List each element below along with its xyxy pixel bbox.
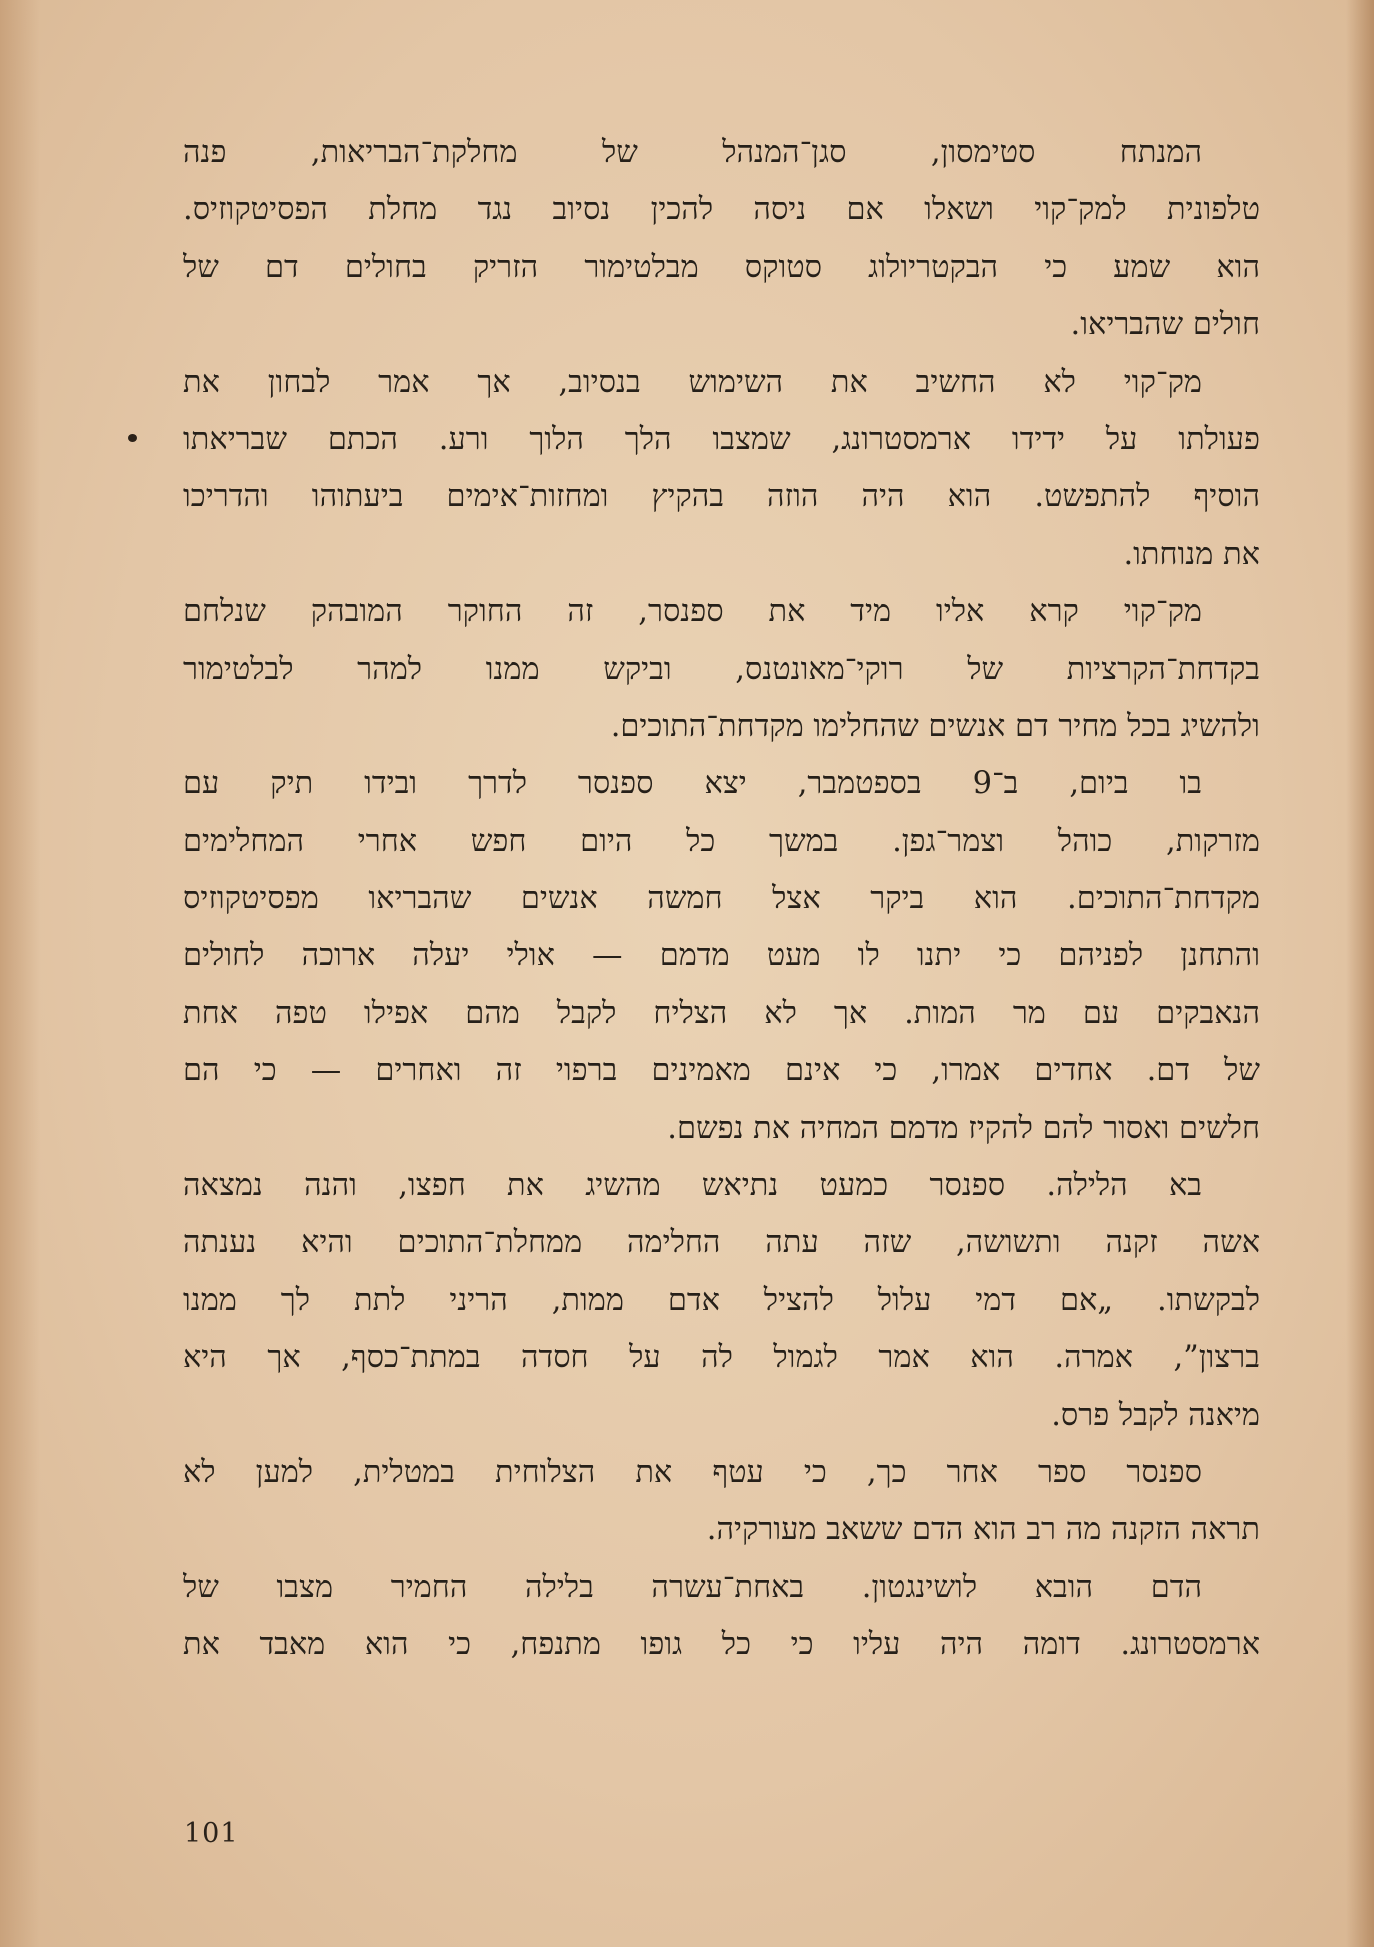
page-edge-shadow xyxy=(1346,0,1374,1947)
text-line: את מנוחתו. xyxy=(1123,536,1260,572)
text-line: מק־קוי לא החשיב את השימוש בנסיוב, אך אמר לבחון את xyxy=(183,364,1202,400)
page-number: 101 xyxy=(184,1818,239,1849)
text-line: והתחנן לפניהם כי יתנו לו מעט מדמם — אולי יעלה ארוכה לחולים xyxy=(183,938,1260,974)
body-text xyxy=(183,124,1260,1674)
text-line: אשה זקנה ותשושה, שזה עתה החלימה ממחלת־התוכים והיא נענתה xyxy=(183,1225,1260,1261)
text-line: הוסיף להתפשט. הוא היה הוזה בהקיץ ומחזות־אימים ביעתוהו והדריכו xyxy=(183,479,1260,515)
text-line: מזרקות, כוהל וצמר־גפן. במשך כל היום חפש אחרי המחלימים xyxy=(183,823,1260,859)
text-line: בקדחת־הקרציות של רוקי־מאונטנס, וביקש ממנו למהר לבלטימור xyxy=(183,651,1260,687)
text-line: של דם. אחדים אמרו, כי אינם מאמינים ברפוי זה ואחרים — כי הם xyxy=(183,1053,1260,1089)
text-line: מק־קוי קרא אליו מיד את ספנסר, זה החוקר המובהק שנלחם xyxy=(183,594,1202,630)
paragraph xyxy=(183,755,1260,1157)
text-line: הדם הובא לושינגטון. באחת־עשרה בלילה החמיר מצבו של xyxy=(183,1569,1202,1605)
text-line: בא הלילה. ספנסר כמעט נתיאש מהשיג את חפצו, והנה נמצאה xyxy=(183,1168,1202,1204)
ink-spot xyxy=(128,434,137,442)
paragraph xyxy=(183,1157,1260,1444)
text-line: המנתח סטימסון, סגן־המנהל של מחלקת־הבריאות, פנה xyxy=(183,135,1202,170)
text-line: מקדחת־התוכים. הוא ביקר אצל חמשה אנשים שהבריאו מפסיטקוזיס xyxy=(183,881,1260,917)
text-line: טלפונית למק־קוי ושאלו אם ניסה להכין נסיוב נגד מחלת הפסיטקוזיס. xyxy=(183,192,1260,228)
text-line: מיאנה לקבל פרס. xyxy=(1051,1397,1260,1433)
paragraph xyxy=(183,583,1260,755)
paragraph xyxy=(183,124,1260,354)
text-line: חלשים ואסור להם להקיז מדמם המחיה את נפשם. xyxy=(667,1110,1260,1146)
text-line: חולים שהבריאו. xyxy=(1070,307,1260,343)
text-line: בו ביום, ב־9 בספטמבר, יצא ספנסר לדרך ובידו תיק עם xyxy=(183,766,1203,802)
paragraph xyxy=(183,354,1260,584)
text-line: לבקשתו. „אם דמי עלול להציל אדם ממות, הריני לתת לך ממנו xyxy=(183,1282,1260,1318)
text-line: פעולתו על ידידו ארמסטרונג, שמצבו הלך הלוך ורע. הכתם שבריאתו xyxy=(183,421,1260,457)
text-line: תראה הזקנה מה רב הוא הדם ששאב מעורקיה. xyxy=(706,1512,1260,1548)
text-line: ולהשיג בכל מחיר דם אנשים שהחלימו מקדחת־התוכים. xyxy=(610,708,1260,744)
text-line: הנאבקים עם מר המות. אך לא הצליח לקבל מהם אפילו טפה אחת xyxy=(183,995,1260,1031)
paragraph xyxy=(183,1559,1260,1674)
text-line: ברצון”, אמרה. הוא אמר לגמול לה על חסדה במתת־כסף, אך היא xyxy=(183,1340,1260,1376)
paragraph xyxy=(183,1444,1260,1559)
binding-shadow xyxy=(0,0,40,1947)
text-line: ארמסטרונג. דומה היה עליו כי כל גופו מתנפח, כי הוא מאבד את xyxy=(183,1627,1260,1663)
text-line: הוא שמע כי הבקטריולוג סטוקס מבלטימור הזריק בחולים דם של xyxy=(183,249,1260,285)
text-line: ספנסר ספר אחר כך, כי עטף את הצלוחית במטלית, למען לא xyxy=(183,1454,1202,1490)
